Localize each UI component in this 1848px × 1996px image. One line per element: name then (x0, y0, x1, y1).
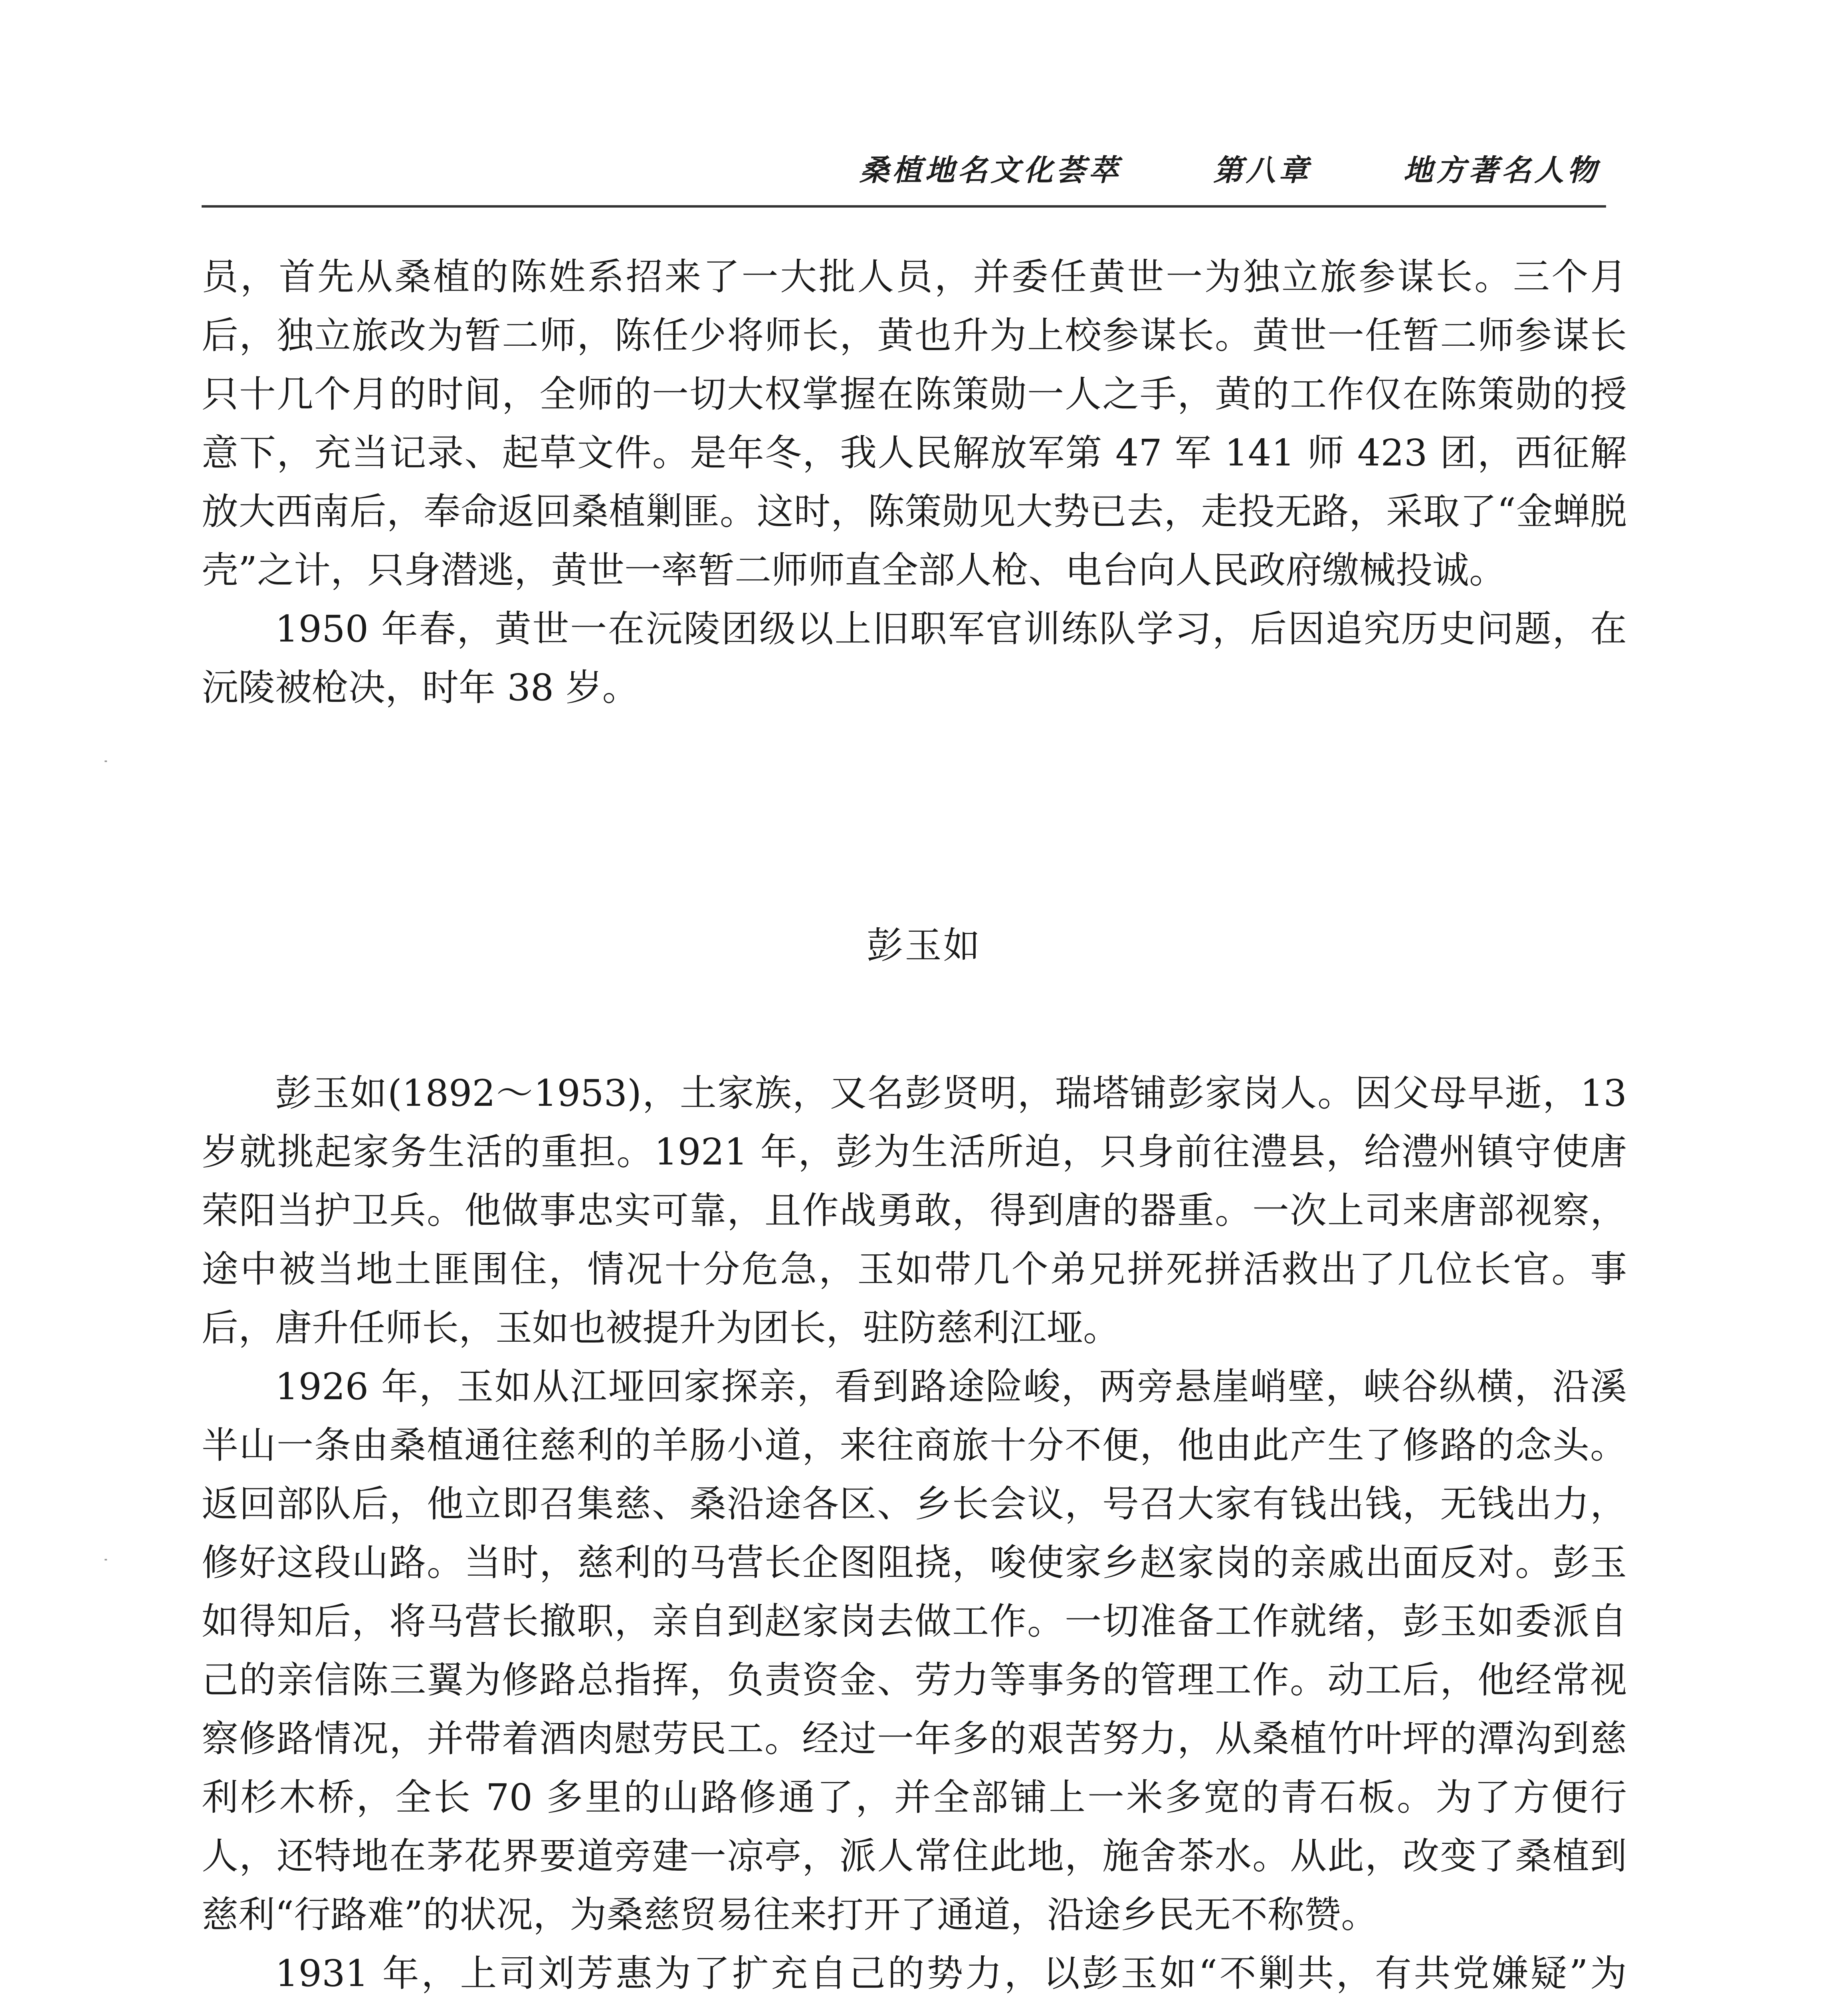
running-header (860, 147, 1600, 189)
paragraph: 员，首先从桑植的陈姓系招来了一大批人员，并委任黄世一为独立旅参谋长。三个月后，独立旅改为暂二师，陈任少将师长，黄也升为上校参谋长。黄世一任暂二师参谋长只十几个月的时间，全师的一切大权掌握在陈策勋一人之手，黄的工作仅在陈策勋的授意下，充当记录、起草文件。是年冬，我人民解放军第 47 军 141 师 423 团，西征解放大西南后，奉命返回桑植剿匪。这时，陈策勋见大势已去，走投无路，采取了“金蝉脱壳”之计，只身潜逃，黄世一率暂二师师直全部人枪、电台向人民政府缴械投诚。 (202, 255, 1627, 592)
paragraph: 1931 年，上司刘芳惠为了扩充自己的势力，以彭玉如“不剿共，有共党嫌疑”为 (275, 1952, 1627, 1995)
chapter-title: 地方著名人物 (1403, 153, 1600, 188)
margin-mark (105, 1559, 107, 1560)
section-continued-text (202, 248, 1627, 717)
section-title: 彭玉如 (866, 924, 982, 967)
paragraph: 彭玉如(1892～1953)，土家族，又名彭贤明，瑞塔铺彭家岗人。因父母早逝，13 岁就挑起家务生活的重担。1921 年，彭为生活所迫，只身前往澧县，给澧州镇守使唐荣阳当护卫兵。他做事忠实可靠，且作战勇敢，得到唐的器重。一次上司来唐部视察，途中被当地土匪围住，情况十分危急，玉如带几个弟兄拼死拼活救出了几位长官。事后，唐升任师长，玉如也被提升为团长，驻防慈利江垭。 (202, 1072, 1627, 1349)
paragraph: 1950 年春，黄世一在沅陵团级以上旧职军官训练队学习，后因追究历史问题，在沅陵被枪决，时年 38 岁。 (202, 608, 1627, 709)
header-rule (202, 205, 1606, 208)
book-title: 桑植地名文化荟萃 (860, 153, 1121, 188)
margin-mark (105, 760, 107, 762)
chapter-number: 第八章 (1213, 153, 1311, 188)
paragraph: 1926 年，玉如从江垭回家探亲，看到路途险峻，两旁悬崖峭壁，峡谷纵横，沿溪半山一条由桑植通往慈利的羊肠小道，来往商旅十分不便，他由此产生了修路的念头。返回部队后，他立即召集慈、桑沿途各区、乡长会议，号召大家有钱出钱，无钱出力，修好这段山路。当时，慈利的马营长企图阻挠，唆使家乡赵家岗的亲戚出面反对。彭玉如得知后，将马营长撤职，亲自到赵家岗去做工作。一切准备工作就绪，彭玉如委派自己的亲信陈三翼为修路总指挥，负责资金、劳力等事务的管理工作。动工后，他经常视察修路情况，并带着酒肉慰劳民工。经过一年多的艰苦努力，从桑植竹叶坪的潭沟到慈利杉木桥，全长 70 多里的山路修通了，并全部铺上一米多宽的青石板。为了方便行人，还特地在茅花界要道旁建一凉亭，派人常住此地，施舍茶水。从此，改变了桑植到慈利“行路难”的状况，为桑慈贸易往来打开了通道，沿途乡民无不称赞。 (202, 1365, 1627, 1936)
section-body (202, 1064, 1627, 1996)
